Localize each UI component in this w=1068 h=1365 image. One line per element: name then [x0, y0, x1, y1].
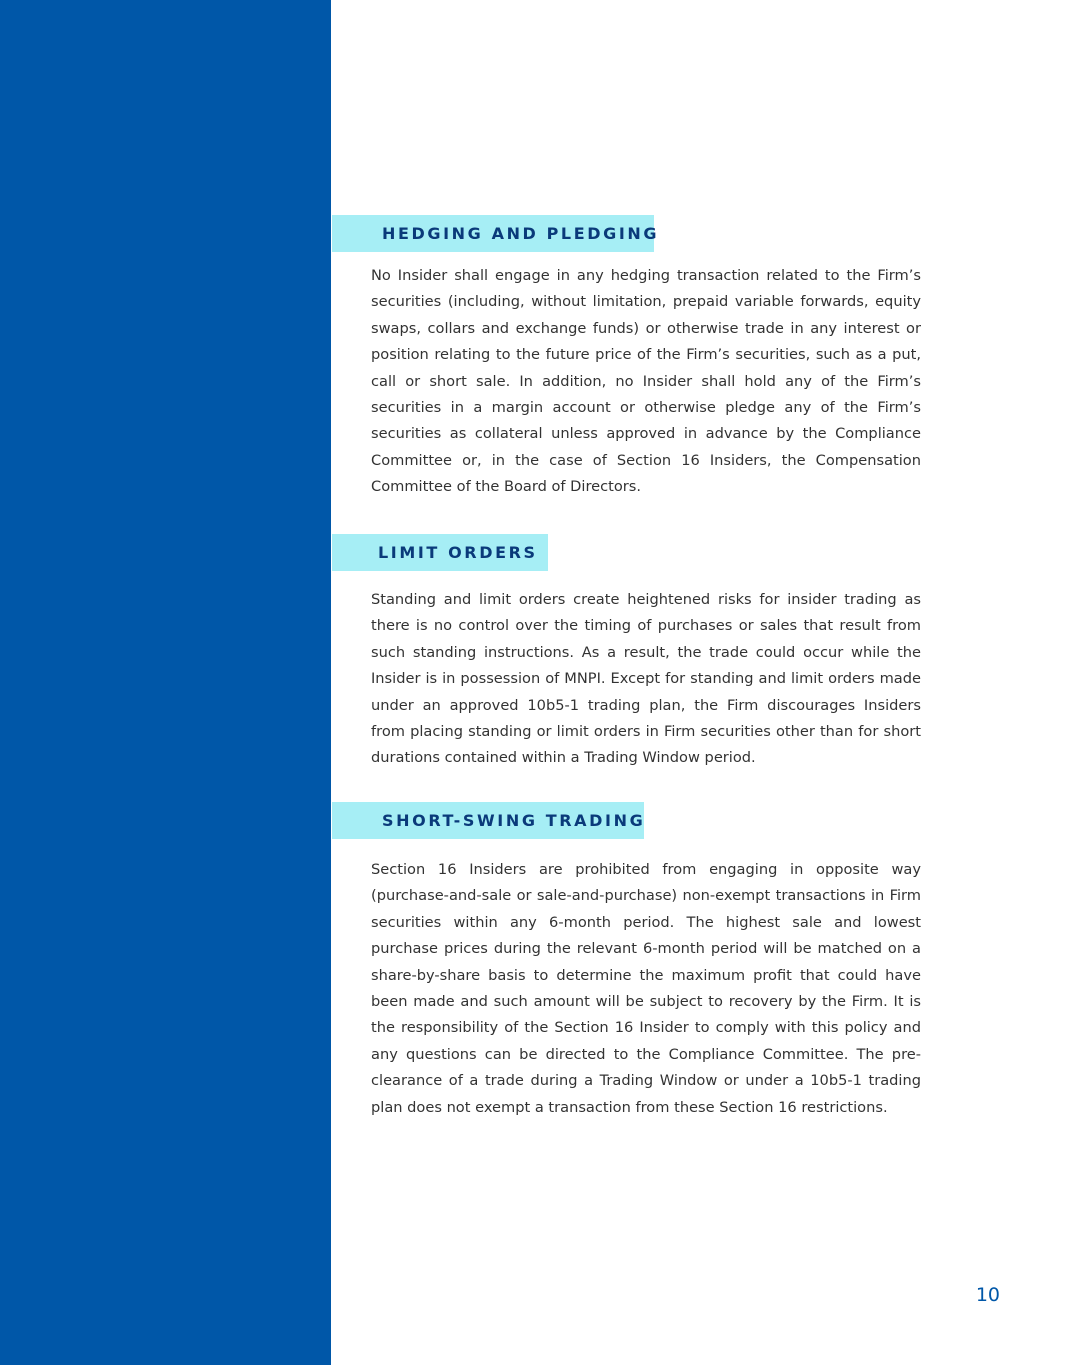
section-body-limit-orders: Standing and limit orders create heightened risks for insider trading as there is no control over the timing of purchases or sales that result from such standing instructions. As a result, the trade could occur while the Insider is in possession of MNPI. Except for standing and limit orders made under an approved 10b5-1 trading plan, the Firm discourages Insiders from placing standing or limit orders in Firm securities other than for short durations contained within a Trading Window period.	[371, 591, 921, 767]
section-heading-short-swing-trading	[332, 802, 644, 839]
section-heading-hedging-and-pledging	[332, 215, 660, 252]
sidebar-band	[0, 0, 331, 1365]
section-heading-text: SHORT-SWING TRADING	[382, 811, 646, 830]
page-number: 10	[975, 1284, 1000, 1306]
section-heading-text: LIMIT ORDERS	[378, 543, 538, 562]
section-heading-limit-orders	[332, 534, 548, 571]
section-heading-text: HEDGING AND PLEDGING	[382, 224, 660, 243]
section-body-short-swing-trading: Section 16 Insiders are prohibited from engaging in opposite way (purchase-and-sale or sale-and-purchase) non-exempt transactions in Firm securities within any 6-month period. The highest sale and lowest purchase prices during the relevant 6-month period will be matched on a share-by-share basis to determine the maximum profit that could have been made and such amount will be subject to recovery by the Firm. It is the responsibility of the Section 16 Insider to comply with this policy and any questions can be directed to the Compliance Committee. The pre-clearance of a trade during a Trading Window or under a 10b5-1 trading plan does not exempt a transaction from these Section 16 restrictions.	[371, 861, 921, 1116]
section-body-hedging-and-pledging: No Insider shall engage in any hedging transaction related to the Firm’s securities (including, without limitation, prepaid variable forwards, equity swaps, collars and exchange funds) or otherwise trade in any interest or position relating to the future price of the Firm’s securities, such as a put, call or short sale. In addition, no Insider shall hold any of the Firm’s securities in a margin account or otherwise pledge any of the Firm’s securities as collateral unless approved in advance by the Compliance Committee or, in the case of Section 16 Insiders, the Compensation Committee of the Board of Directors.	[371, 267, 921, 496]
